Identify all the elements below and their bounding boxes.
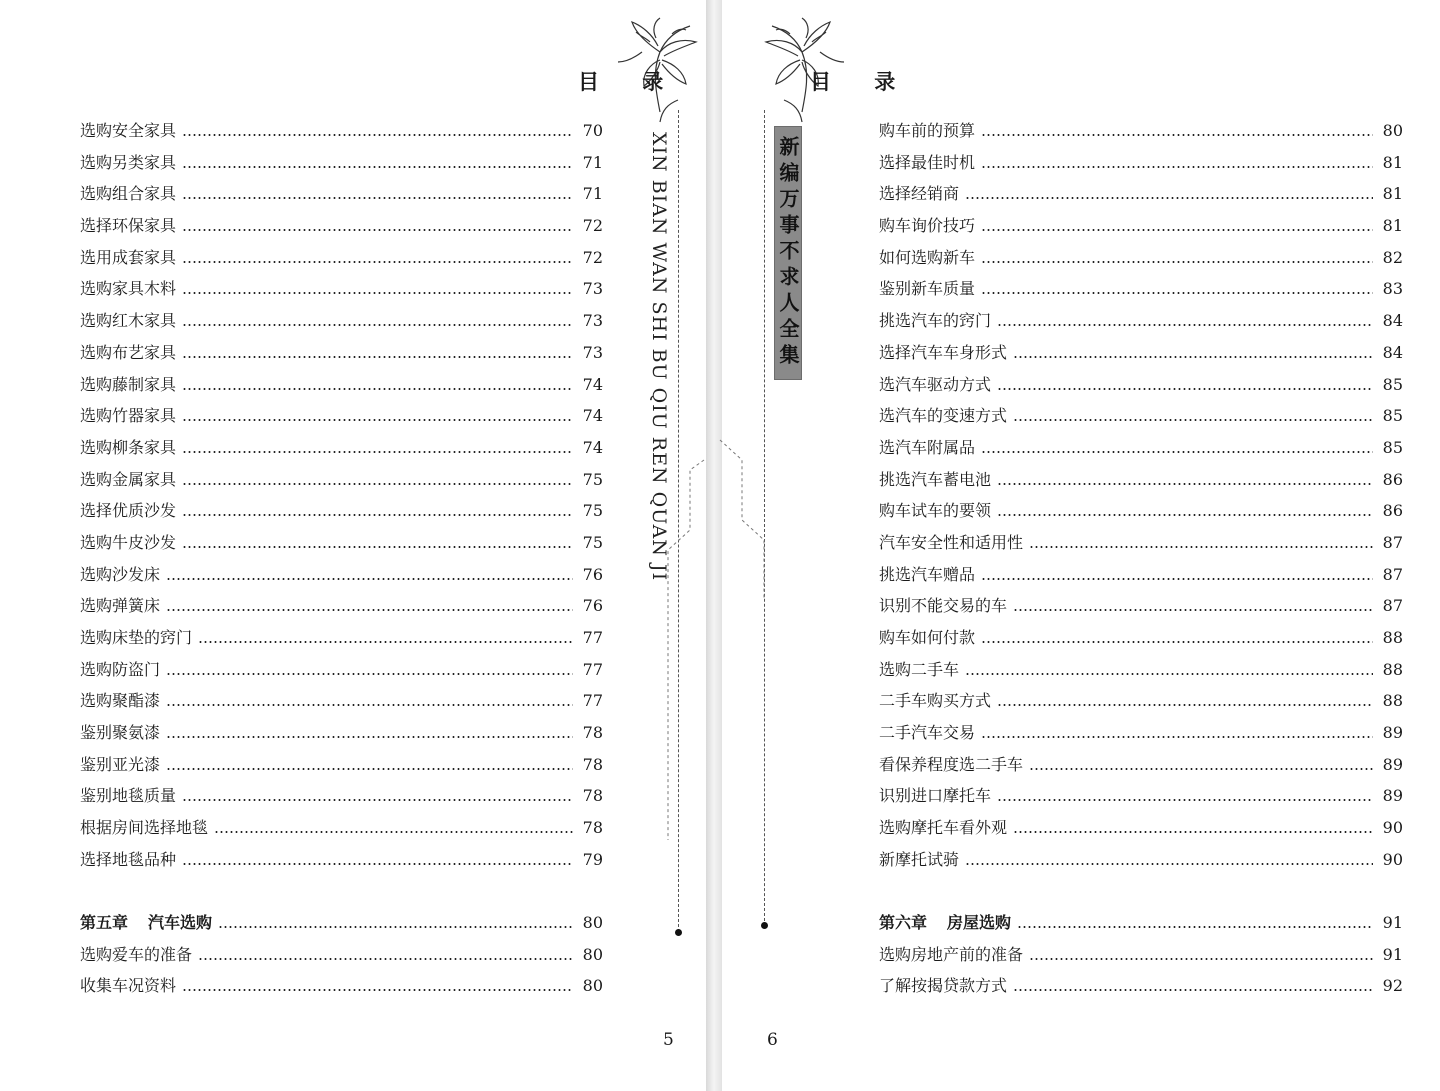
toc-entry[interactable] (80, 527, 603, 559)
toc-entry[interactable] (80, 749, 603, 781)
toc-entry-page: 76 (582, 564, 603, 584)
toc-entry-page: 72 (582, 247, 603, 267)
leader-dots (182, 292, 573, 294)
toc-entry[interactable] (879, 939, 1403, 971)
toc-entry-title: 选购安全家具 (80, 121, 177, 140)
leader-dots (166, 673, 573, 675)
leader-dots (965, 197, 1373, 199)
toc-entry[interactable] (80, 337, 603, 369)
toc-entry-page: 85 (1382, 406, 1403, 426)
leader-dots (182, 419, 573, 421)
toc-entry-title: 识别不能交易的车 (879, 596, 1008, 616)
toc-entry-title: 挑选汽车蓄电池 (879, 469, 992, 489)
toc-entry[interactable] (80, 210, 603, 242)
toc-entry[interactable] (879, 242, 1403, 274)
toc-entry[interactable] (879, 305, 1403, 337)
toc-entry-title: 选购二手车 (879, 659, 960, 679)
toc-entry[interactable] (80, 432, 603, 464)
leader-dots (965, 673, 1373, 675)
toc-entry-page: 88 (1382, 659, 1403, 679)
toc-entry-page: 91 (1382, 913, 1403, 932)
leader-dots (981, 578, 1373, 580)
toc-entry-title: 选购红木家具 (80, 311, 177, 331)
toc-entry-page: 73 (582, 311, 603, 331)
toc-entry[interactable] (879, 559, 1403, 591)
chapter-name: 汽车选购 (148, 913, 213, 932)
leader-dots (198, 641, 573, 643)
toc-entry[interactable] (80, 844, 603, 876)
leader-dots (182, 229, 573, 231)
toc-entry-title: 选购防盗门 (80, 659, 161, 679)
toc-entry-page: 78 (582, 786, 603, 806)
running-title-latin: XIN BIAN WAN SHI BU QIU REN QUAN JI (648, 132, 670, 582)
toc-entry-title: 选购房地产前的准备 (879, 944, 1024, 964)
toc-chapter-entry[interactable] (80, 907, 603, 939)
toc-entry-title: 识别进口摩托车 (879, 786, 992, 806)
leader-dots (1029, 768, 1373, 770)
divider-end-dot (761, 922, 768, 929)
toc-entry[interactable] (879, 812, 1403, 844)
toc-entry-page: 80 (1382, 121, 1403, 140)
toc-entry-title: 购车询价技巧 (879, 216, 976, 236)
toc-entry-page: 87 (1382, 532, 1403, 552)
toc-entry[interactable] (879, 464, 1403, 496)
toc-entry-page: 81 (1382, 216, 1403, 236)
leader-dots (1013, 419, 1373, 421)
leader-dots (166, 578, 573, 580)
toc-entry-title: 选择优质沙发 (80, 501, 177, 521)
leader-dots (981, 451, 1373, 453)
page-number: 5 (663, 1030, 674, 1050)
toc-entry[interactable] (879, 622, 1403, 654)
toc-entry[interactable] (879, 178, 1403, 210)
toc-entry-page: 73 (582, 342, 603, 362)
toc-entry-page: 75 (582, 532, 603, 552)
leader-dots (1029, 546, 1373, 548)
toc-entry-title: 购车试车的要领 (879, 501, 992, 521)
toc-entry-title: 如何选购新车 (879, 247, 976, 267)
leader-dots (981, 736, 1373, 738)
leader-dots (981, 641, 1373, 643)
toc-entry-title: 汽车安全性和适用性 (879, 532, 1024, 552)
toc-entry[interactable] (80, 717, 603, 749)
leader-dots (997, 388, 1373, 390)
toc-entry-page: 77 (582, 659, 603, 679)
toc-entry[interactable] (879, 685, 1403, 717)
toc-entry-page: 72 (582, 216, 603, 236)
toc-entry-title: 选购摩托车看外观 (879, 818, 1008, 838)
leader-dots (166, 704, 573, 706)
leader-dots (182, 451, 573, 453)
toc-entry[interactable] (80, 273, 603, 305)
toc-entry[interactable] (879, 337, 1403, 369)
toc-entry-title: 选购爱车的准备 (80, 944, 193, 964)
toc-entry-title: 选购组合家具 (80, 184, 177, 204)
toc-entry-page: 77 (582, 691, 603, 711)
toc-entry-title: 鉴别亚光漆 (80, 754, 161, 774)
leader-dots (218, 926, 573, 928)
leader-dots (981, 229, 1373, 231)
leader-dots (1029, 958, 1373, 960)
leader-dots (182, 989, 573, 991)
toc-entry[interactable] (879, 369, 1403, 401)
leader-dots (981, 166, 1373, 168)
running-title-chinese: 新编万事不求人全集 (774, 126, 802, 380)
toc-entry-page: 85 (1382, 437, 1403, 457)
toc-entry-title: 根据房间选择地毯 (80, 818, 209, 838)
toc-entry-title: 选择经销商 (879, 184, 960, 204)
toc-entry[interactable] (80, 780, 603, 812)
toc-entry-title: 选择汽车车身形式 (879, 342, 1008, 362)
toc-entry-title: 二手车购买方式 (879, 691, 992, 711)
leader-dots (997, 799, 1373, 801)
toc-entry[interactable] (80, 654, 603, 686)
toc-chapter-list (879, 907, 1403, 1002)
toc-entry[interactable] (80, 590, 603, 622)
toc-entry-page: 71 (582, 152, 603, 172)
toc-entry-page: 83 (1382, 279, 1403, 299)
leader-dots (997, 514, 1373, 516)
chapter-name: 房屋选购 (947, 913, 1012, 932)
toc-entry[interactable] (80, 178, 603, 210)
toc-entry[interactable] (80, 622, 603, 654)
toc-entry-title: 选购牛皮沙发 (80, 532, 177, 552)
toc-entry[interactable] (879, 273, 1403, 305)
toc-entry-page: 88 (1382, 628, 1403, 647)
leader-dots (1017, 926, 1373, 928)
leader-dots (182, 324, 573, 326)
toc-entry-page: 89 (1382, 723, 1403, 743)
toc-entry-page: 80 (582, 913, 603, 932)
toc-entry-title: 选购藤制家具 (80, 374, 177, 394)
leader-dots (1013, 356, 1373, 358)
toc-entry[interactable] (879, 970, 1403, 1002)
toc-entry-title: 选购沙发床 (80, 564, 161, 584)
chapter-number: 第五章 (80, 913, 129, 932)
page-number: 6 (767, 1030, 778, 1050)
toc-entry-page: 74 (582, 437, 603, 457)
toc-entry-title: 鉴别聚氨漆 (80, 723, 161, 743)
dashed-trail-decoration (660, 440, 706, 860)
toc-entry-title: 选购家具木料 (80, 279, 177, 299)
toc-entry-page: 87 (1382, 564, 1403, 584)
toc-entry-page: 82 (1382, 247, 1403, 267)
toc-entry-page: 92 (1382, 976, 1403, 996)
toc-entry-page: 84 (1382, 311, 1403, 331)
toc-entry-page: 75 (582, 501, 603, 521)
leader-dots (182, 356, 573, 358)
toc-entry-title: 购车如何付款 (879, 628, 976, 647)
leader-dots (1013, 989, 1373, 991)
dashed-trail-decoration (718, 430, 788, 610)
leader-dots (981, 261, 1373, 263)
toc-entry[interactable] (80, 369, 603, 401)
toc-entry-page: 77 (582, 628, 603, 647)
toc-entry[interactable] (879, 717, 1403, 749)
toc-entry-title: 选购柳条家具 (80, 437, 177, 457)
toc-entry-title: 二手汽车交易 (879, 723, 976, 743)
toc-entry-page: 90 (1382, 849, 1403, 869)
toc-entry-page: 80 (582, 944, 603, 964)
toc-entry[interactable] (80, 685, 603, 717)
toc-entry[interactable] (879, 147, 1403, 179)
toc-entry-page: 79 (582, 849, 603, 869)
chapter-title (80, 907, 218, 939)
leader-dots (182, 166, 573, 168)
leader-dots (182, 546, 573, 548)
toc-entry[interactable] (80, 970, 603, 1002)
toc-entry-title: 了解按揭贷款方式 (879, 976, 1008, 996)
chapter-number: 第六章 (879, 913, 928, 932)
toc-entry[interactable] (80, 242, 603, 274)
leader-dots (182, 197, 573, 199)
toc-chapter-entry[interactable] (879, 907, 1403, 939)
toc-entry-page: 89 (1382, 786, 1403, 806)
toc-entry-page: 70 (582, 121, 603, 140)
toc-entry-title: 鉴别新车质量 (879, 279, 976, 299)
leader-dots (182, 261, 573, 263)
toc-chapter-list (80, 907, 603, 1002)
toc-entry-page: 74 (582, 406, 603, 426)
divider-end-dot (675, 929, 682, 936)
right-page (722, 0, 1440, 1091)
toc-heading: 目 录 (810, 69, 914, 94)
leader-dots (182, 134, 573, 136)
toc-entry-page: 86 (1382, 501, 1403, 521)
leader-dots (166, 768, 573, 770)
toc-entry-page: 78 (582, 754, 603, 774)
toc-entry-title: 选购弹簧床 (80, 596, 161, 616)
toc-list (80, 115, 603, 876)
leader-dots (965, 863, 1373, 865)
leader-dots (981, 292, 1373, 294)
leader-dots (166, 609, 573, 611)
toc-entry-title: 新摩托试骑 (879, 849, 960, 869)
toc-heading: 目 录 (578, 69, 682, 94)
leader-dots (1013, 609, 1373, 611)
toc-entry[interactable] (879, 527, 1403, 559)
toc-entry[interactable] (879, 654, 1403, 686)
leader-dots (997, 324, 1373, 326)
toc-entry-title: 选购金属家具 (80, 469, 177, 489)
toc-entry-page: 86 (1382, 469, 1403, 489)
toc-entry[interactable] (80, 464, 603, 496)
toc-entry-page: 76 (582, 596, 603, 616)
toc-entry-title: 选购聚酯漆 (80, 691, 161, 711)
leader-dots (997, 483, 1373, 485)
toc-entry-title: 选购另类家具 (80, 152, 177, 172)
toc-entry-title: 选汽车驱动方式 (879, 374, 992, 394)
leader-dots (981, 134, 1373, 136)
toc-entry[interactable] (80, 939, 603, 971)
leader-dots (997, 704, 1373, 706)
toc-entry-page: 85 (1382, 374, 1403, 394)
toc-entry-page: 88 (1382, 691, 1403, 711)
toc-entry[interactable] (80, 147, 603, 179)
toc-entry[interactable] (879, 590, 1403, 622)
toc-entry-title: 选择最佳时机 (879, 152, 976, 172)
toc-entry[interactable] (879, 432, 1403, 464)
toc-entry-page: 89 (1382, 754, 1403, 774)
toc-entry-title: 挑选汽车赠品 (879, 564, 976, 584)
leader-dots (182, 483, 573, 485)
toc-entry-title: 选汽车的变速方式 (879, 406, 1008, 426)
toc-entry-title: 选用成套家具 (80, 247, 177, 267)
toc-entry-page: 90 (1382, 818, 1403, 838)
leader-dots (182, 799, 573, 801)
toc-entry-title: 鉴别地毯质量 (80, 786, 177, 806)
toc-entry[interactable] (879, 844, 1403, 876)
toc-entry[interactable] (879, 115, 1403, 147)
toc-entry[interactable] (80, 495, 603, 527)
toc-entry-page: 74 (582, 374, 603, 394)
leader-dots (198, 958, 573, 960)
toc-entry-title: 选择环保家具 (80, 216, 177, 236)
toc-entry-page: 71 (582, 184, 603, 204)
toc-list (879, 115, 1403, 876)
toc-entry-title: 选购竹器家具 (80, 406, 177, 426)
toc-entry-title: 看保养程度选二手车 (879, 754, 1024, 774)
toc-entry[interactable] (879, 210, 1403, 242)
toc-entry-title: 选购床垫的窍门 (80, 628, 193, 647)
toc-entry-page: 73 (582, 279, 603, 299)
leader-dots (214, 831, 573, 833)
toc-entry-page: 75 (582, 469, 603, 489)
toc-entry[interactable] (80, 305, 603, 337)
toc-entry-title: 购车前的预算 (879, 121, 976, 140)
toc-entry[interactable] (80, 400, 603, 432)
toc-entry-page: 81 (1382, 184, 1403, 204)
leader-dots (182, 388, 573, 390)
leader-dots (182, 514, 573, 516)
toc-entry-title: 选汽车附属品 (879, 437, 976, 457)
toc-entry-title: 收集车况资料 (80, 976, 177, 996)
toc-entry-page: 78 (582, 818, 603, 838)
leader-dots (182, 863, 573, 865)
toc-entry-page: 87 (1382, 596, 1403, 616)
toc-entry-page: 84 (1382, 342, 1403, 362)
toc-entry-title: 选购布艺家具 (80, 342, 177, 362)
toc-entry[interactable] (80, 115, 603, 147)
toc-entry-title: 挑选汽车的窍门 (879, 311, 992, 331)
toc-entry[interactable] (879, 400, 1403, 432)
leader-dots (1013, 831, 1373, 833)
leader-dots (166, 736, 573, 738)
toc-entry[interactable] (80, 812, 603, 844)
toc-entry[interactable] (879, 780, 1403, 812)
toc-entry[interactable] (879, 749, 1403, 781)
chapter-title (879, 907, 1017, 939)
toc-entry-page: 78 (582, 723, 603, 743)
toc-entry[interactable] (879, 495, 1403, 527)
toc-entry[interactable] (80, 559, 603, 591)
toc-entry-page: 80 (582, 976, 603, 996)
left-page (0, 0, 706, 1091)
toc-entry-title: 选择地毯品种 (80, 849, 177, 869)
toc-entry-page: 81 (1382, 152, 1403, 172)
toc-entry-page: 91 (1382, 944, 1403, 964)
